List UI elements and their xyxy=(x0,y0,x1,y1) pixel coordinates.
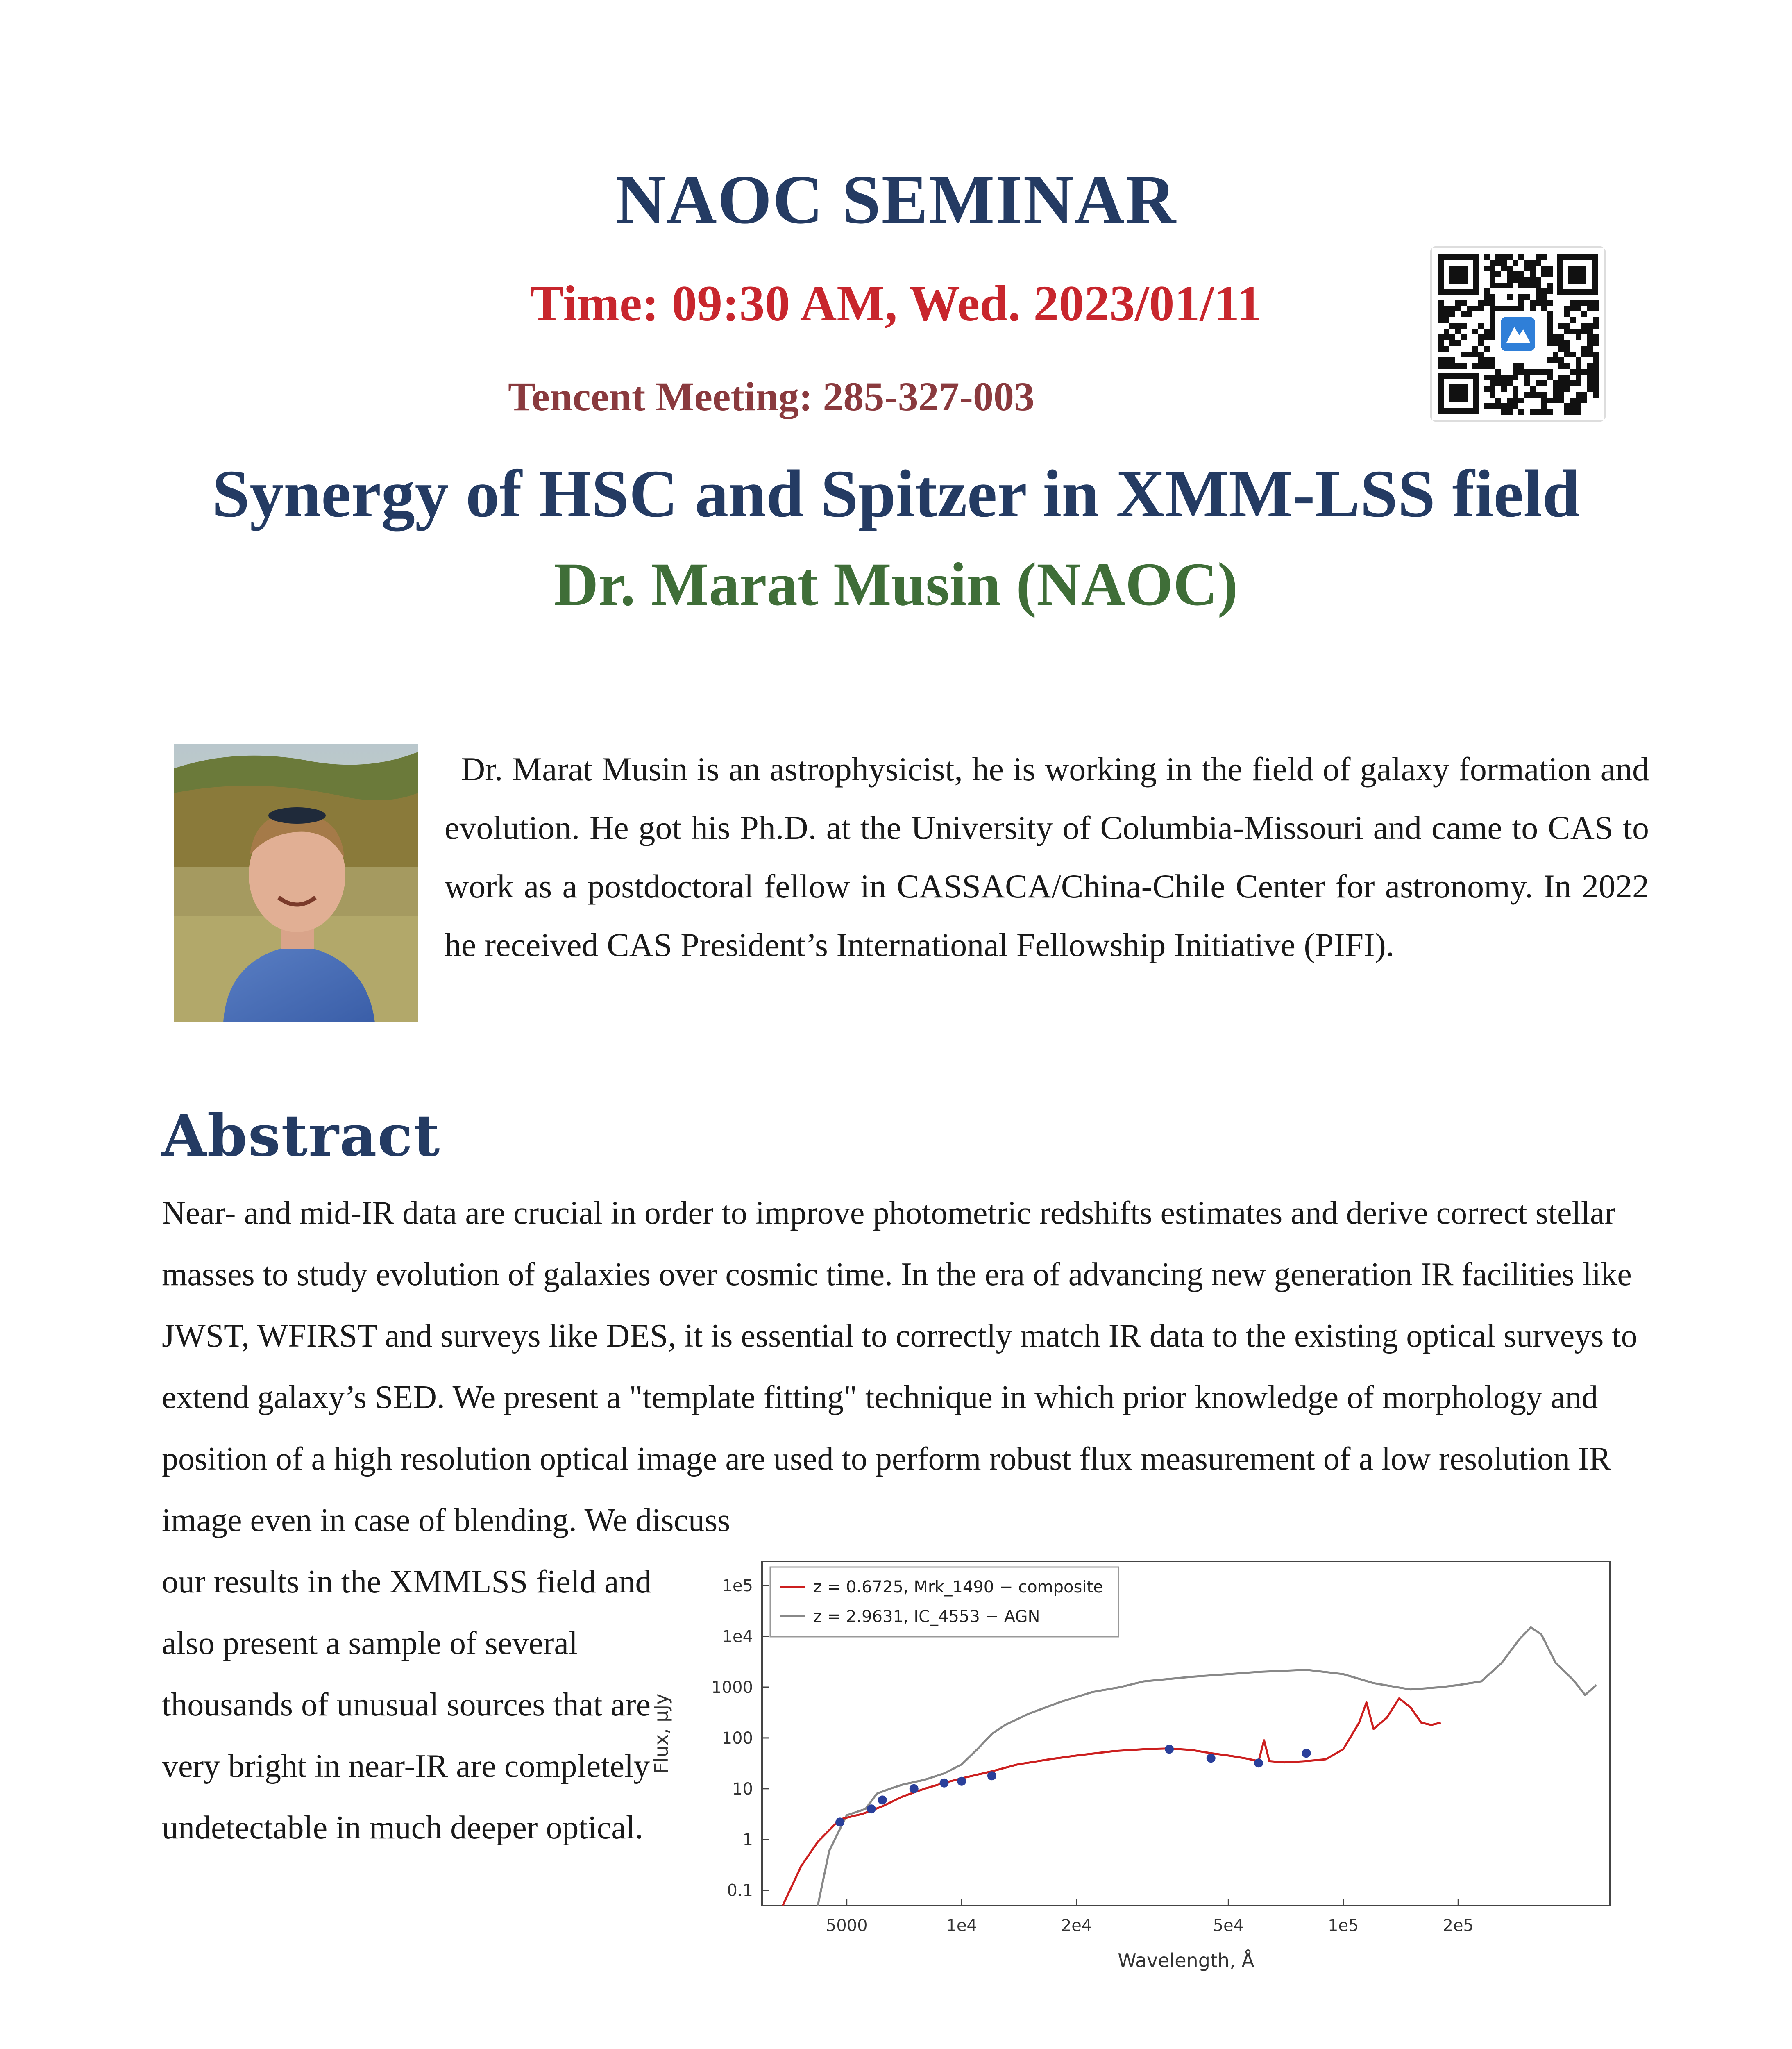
legend-label-0: z = 0.6725, Mrk_1490 − composite xyxy=(813,1578,1103,1597)
x-tick-label-2: 2e4 xyxy=(1061,1916,1092,1935)
y-tick-label-2: 10 xyxy=(732,1779,753,1799)
talk-title: Synergy of HSC and Spitzer in XMM-LSS field xyxy=(212,456,1580,531)
y-tick-label-0: 0.1 xyxy=(727,1881,753,1900)
photometry-point-3 xyxy=(910,1784,919,1793)
y-tick-label-3: 100 xyxy=(721,1729,753,1748)
x-tick-label-3: 5e4 xyxy=(1213,1916,1244,1935)
speaker-bio: Dr. Marat Musin is an astrophysicist, he is working in the field of galaxy formation and evolution. He got his Ph.D. at the University of Columbia-Missouri and came to CAS to work as a postdoctoral fellow in CASSACA/China-Chile Center for astronomy. In 2022 he received CAS President’s International Fellowship Initiative (PIFI). xyxy=(445,750,1649,963)
seminar-time: Time: 09:30 AM, Wed. 2023/01/11 xyxy=(530,275,1262,332)
photometry-point-2 xyxy=(878,1795,887,1804)
photometry-point-7 xyxy=(1165,1745,1174,1754)
photometry-point-5 xyxy=(957,1777,966,1786)
abstract-heading: Abstract xyxy=(162,1102,441,1170)
photometry-point-0 xyxy=(835,1817,844,1826)
seminar-title: NAOC SEMINAR xyxy=(615,161,1177,238)
photometry-point-4 xyxy=(940,1779,949,1788)
y-tick-label-6: 1e5 xyxy=(722,1577,753,1596)
legend-label-1: z = 2.9631, IC_4553 − AGN xyxy=(813,1607,1040,1626)
qr-code-icon xyxy=(1432,248,1604,420)
abstract-text: Near- and mid-IR data are crucial in order to improve photometric redshifts estimates and derive correct stellar masses to study evolution of galaxies over cosmic time. In the era of advancing new generation IR facilities like JWST, WFIRST and surveys like DES, it is essential to correctly match IR data to the existing optical surveys to extend galaxy’s SED. We present a "template fitting" technique in which prior knowledge of morphology and position of a high resolution optical image are used to perform robust flux measurement of a low resolution IR image even in case of blending. We discuss xyxy=(162,1195,1638,1538)
speaker-name: Dr. Marat Musin (NAOC) xyxy=(554,550,1238,618)
y-tick-label-1: 1 xyxy=(742,1830,753,1849)
y-tick-label-4: 1000 xyxy=(711,1678,753,1697)
photometry-point-10 xyxy=(1302,1749,1311,1758)
y-axis-label: Flux, μJy xyxy=(651,1693,672,1774)
speaker-photo xyxy=(174,744,418,1022)
x-tick-label-5: 2e5 xyxy=(1443,1916,1474,1935)
sed-chart xyxy=(651,1561,1635,1994)
photometry-point-6 xyxy=(987,1771,996,1780)
photometry-point-9 xyxy=(1254,1758,1263,1767)
qr-code xyxy=(1430,246,1606,422)
abstract-continuation: our results in the XMMLSS field and also present a sample of several thousands of unusual sources that are very bright in near-IR are completely undetectable in much deeper optical. xyxy=(162,1564,652,1846)
y-tick-label-5: 1e4 xyxy=(722,1627,753,1647)
x-tick-label-1: 1e4 xyxy=(946,1916,977,1935)
photometry-point-8 xyxy=(1207,1754,1216,1763)
sed-chart-svg xyxy=(651,1561,1635,1992)
x-tick-label-0: 5000 xyxy=(826,1916,868,1935)
photometry-point-1 xyxy=(867,1804,876,1813)
tencent-meeting: Tencent Meeting: 285-327-003 xyxy=(508,374,1034,419)
x-tick-label-4: 1e5 xyxy=(1328,1916,1359,1935)
x-axis-label: Wavelength, Å xyxy=(1118,1949,1254,1972)
